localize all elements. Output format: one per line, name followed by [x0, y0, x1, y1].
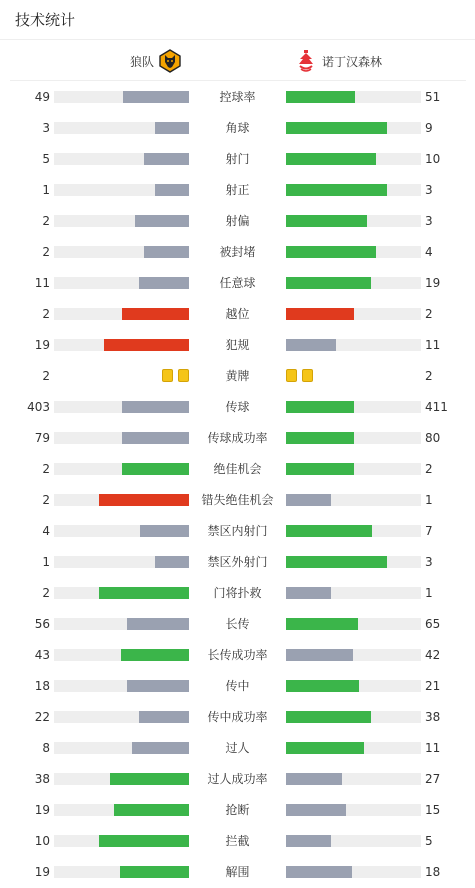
home-bar-track	[54, 91, 189, 103]
home-value: 5	[42, 152, 50, 166]
away-bar-track	[286, 525, 421, 537]
stat-row	[0, 639, 475, 670]
home-value: 2	[42, 586, 50, 600]
home-bar-track	[54, 835, 189, 847]
away-bar	[286, 804, 346, 816]
home-bar-track	[54, 339, 189, 351]
away-value: 1	[425, 586, 433, 600]
away-bar	[286, 184, 387, 196]
away-bar	[286, 680, 359, 692]
stat-row	[0, 267, 475, 298]
stat-name: 传中	[225, 679, 250, 693]
home-yellow-cards	[162, 369, 189, 383]
home-bar	[122, 432, 189, 444]
stat-name: 禁区内射门	[207, 524, 268, 538]
stat-name: 抢断	[225, 803, 250, 817]
home-bar	[127, 680, 189, 692]
away-value: 1	[425, 493, 433, 507]
home-bar	[122, 401, 189, 413]
home-bar-track	[54, 742, 189, 754]
stat-row	[0, 856, 475, 887]
home-value: 19	[34, 865, 50, 879]
away-value: 2	[425, 369, 433, 383]
away-bar	[286, 556, 387, 568]
away-bar	[286, 91, 355, 103]
home-bar	[139, 711, 189, 723]
stat-name: 拦截	[225, 834, 250, 848]
home-bar-track	[54, 711, 189, 723]
home-bar	[144, 153, 189, 165]
stat-name: 越位	[225, 307, 250, 321]
home-bar-track	[54, 525, 189, 537]
away-bar-track	[286, 649, 421, 661]
away-bar-track	[286, 680, 421, 692]
home-bar	[110, 773, 189, 785]
stat-row	[0, 298, 475, 329]
stats-list	[0, 81, 475, 887]
home-bar	[121, 649, 189, 661]
home-value: 19	[34, 338, 50, 352]
away-value: 3	[425, 183, 433, 197]
away-bar	[286, 339, 336, 351]
away-bar-track	[286, 401, 421, 413]
away-bar-track	[286, 556, 421, 568]
stat-row	[0, 391, 475, 422]
away-bar-track	[286, 91, 421, 103]
away-bar	[286, 246, 376, 258]
page-title: 技术统计	[15, 11, 76, 29]
home-bar	[122, 463, 190, 475]
away-value: 80	[425, 431, 441, 445]
away-bar-track	[286, 711, 421, 723]
stat-row	[0, 701, 475, 732]
away-bar	[286, 525, 372, 537]
home-bar	[120, 866, 189, 878]
away-value: 3	[425, 555, 433, 569]
away-value: 21	[425, 679, 441, 693]
away-value: 5	[425, 834, 433, 848]
yellow-card-icon	[178, 369, 189, 382]
away-bar	[286, 122, 387, 134]
away-bar-track	[286, 463, 421, 475]
home-bar	[122, 308, 190, 320]
stat-name: 过人	[225, 741, 250, 755]
home-bar	[139, 277, 189, 289]
home-bar	[99, 587, 189, 599]
home-value: 2	[42, 462, 50, 476]
away-bar	[286, 773, 342, 785]
home-bar-track	[54, 215, 189, 227]
away-value: 2	[425, 462, 433, 476]
home-bar-track	[54, 308, 189, 320]
stat-row	[0, 143, 475, 174]
home-value: 10	[34, 834, 50, 848]
away-bar	[286, 463, 354, 475]
away-bar-track	[286, 866, 421, 878]
stat-row	[0, 794, 475, 825]
stat-name: 过人成功率	[207, 772, 268, 786]
home-bar	[127, 618, 190, 630]
away-bar	[286, 587, 331, 599]
yellow-card-icon	[162, 369, 173, 382]
stat-name: 绝佳机会	[213, 462, 262, 476]
stat-name: 射门	[225, 152, 250, 166]
home-bar-track	[54, 184, 189, 196]
away-bar	[286, 401, 354, 413]
home-bar	[104, 339, 189, 351]
away-value: 27	[425, 772, 441, 786]
away-bar-track	[286, 494, 421, 506]
home-value: 56	[34, 617, 50, 631]
stat-row	[0, 732, 475, 763]
stat-name: 控球率	[219, 90, 256, 104]
home-bar-track	[54, 153, 189, 165]
away-bar-track	[286, 277, 421, 289]
tree-crest-icon	[294, 49, 318, 73]
away-yellow-cards	[286, 369, 313, 383]
stat-row	[0, 763, 475, 794]
away-bar-track	[286, 835, 421, 847]
away-bar-track	[286, 742, 421, 754]
home-bar	[155, 556, 189, 568]
away-bar	[286, 835, 331, 847]
stat-row	[0, 608, 475, 639]
stat-row	[0, 329, 475, 360]
stat-name: 被封堵	[219, 245, 256, 259]
stat-name: 射偏	[225, 214, 250, 228]
home-value: 4	[42, 524, 50, 538]
home-value: 1	[42, 555, 50, 569]
home-value: 2	[42, 245, 50, 259]
home-bar-track	[54, 401, 189, 413]
home-value: 8	[42, 741, 50, 755]
home-bar-track	[54, 618, 189, 630]
stat-row	[0, 515, 475, 546]
stat-name: 犯规	[225, 338, 250, 352]
stat-row	[0, 670, 475, 701]
stat-row	[0, 422, 475, 453]
stat-row	[0, 453, 475, 484]
away-team[interactable]	[294, 49, 382, 73]
stat-name: 射正	[225, 183, 250, 197]
home-value: 79	[34, 431, 50, 445]
away-bar-track	[286, 246, 421, 258]
away-value: 7	[425, 524, 433, 538]
away-bar	[286, 866, 352, 878]
home-value: 3	[42, 121, 50, 135]
stat-row	[0, 112, 475, 143]
home-value: 2	[42, 493, 50, 507]
stat-name: 黄牌	[225, 369, 250, 383]
home-bar-track	[54, 649, 189, 661]
home-bar-track	[54, 494, 189, 506]
home-bar-track	[54, 680, 189, 692]
home-bar	[99, 835, 189, 847]
away-team-name: 诺丁汉森林	[322, 54, 383, 69]
home-value: 2	[42, 369, 50, 383]
stat-row	[0, 81, 475, 112]
away-bar	[286, 215, 367, 227]
home-bar-track	[54, 122, 189, 134]
stat-row	[0, 825, 475, 856]
home-bar	[135, 215, 189, 227]
home-value: 18	[34, 679, 50, 693]
away-bar	[286, 711, 371, 723]
away-value: 4	[425, 245, 433, 259]
home-bar-track	[54, 463, 189, 475]
home-bar	[114, 804, 189, 816]
home-team-name: 狼队	[129, 54, 154, 69]
away-bar-track	[286, 587, 421, 599]
away-bar-track	[286, 308, 421, 320]
home-value: 38	[34, 772, 50, 786]
home-value: 11	[34, 276, 50, 290]
away-bar-track	[286, 618, 421, 630]
away-value: 42	[425, 648, 441, 662]
home-bar	[99, 494, 189, 506]
home-value: 403	[27, 400, 50, 414]
away-bar	[286, 742, 364, 754]
stat-name: 长传	[225, 617, 250, 631]
stat-row	[0, 174, 475, 205]
home-bar-track	[54, 277, 189, 289]
away-value: 11	[425, 741, 441, 755]
stat-name: 禁区外射门	[207, 555, 268, 569]
home-bar-track	[54, 587, 189, 599]
yellow-card-icon	[286, 369, 297, 382]
stat-row	[0, 546, 475, 577]
home-bar-track	[54, 866, 189, 878]
away-bar-track	[286, 773, 421, 785]
away-bar	[286, 277, 371, 289]
stat-name: 传中成功率	[207, 710, 268, 724]
away-bar-track	[286, 122, 421, 134]
away-value: 10	[425, 152, 441, 166]
stat-row	[0, 236, 475, 267]
stat-row	[0, 360, 475, 391]
home-bar-track	[54, 773, 189, 785]
stat-row	[0, 577, 475, 608]
home-value: 43	[34, 648, 50, 662]
away-bar-track	[286, 432, 421, 444]
home-bar-track	[54, 804, 189, 816]
home-value: 2	[42, 214, 50, 228]
away-value: 65	[425, 617, 441, 631]
away-value: 38	[425, 710, 441, 724]
home-team[interactable]	[130, 49, 182, 73]
stat-row	[0, 484, 475, 515]
home-value: 22	[34, 710, 50, 724]
away-value: 9	[425, 121, 433, 135]
away-bar-track	[286, 804, 421, 816]
stat-name: 传球	[225, 400, 250, 414]
away-value: 3	[425, 214, 433, 228]
stat-row	[0, 205, 475, 236]
home-bar-track	[54, 556, 189, 568]
away-bar	[286, 432, 354, 444]
home-bar	[132, 742, 189, 754]
away-bar-track	[286, 184, 421, 196]
away-value: 18	[425, 865, 441, 879]
away-bar	[286, 649, 353, 661]
away-bar-track	[286, 215, 421, 227]
home-bar	[155, 184, 189, 196]
stat-name: 传球成功率	[207, 431, 268, 445]
yellow-card-icon	[302, 369, 313, 382]
away-value: 2	[425, 307, 433, 321]
stat-name: 解围	[225, 865, 250, 879]
away-value: 11	[425, 338, 441, 352]
stat-name: 角球	[225, 121, 250, 135]
home-value: 1	[42, 183, 50, 197]
header-bar	[0, 0, 475, 40]
away-value: 51	[425, 90, 441, 104]
stat-name: 长传成功率	[207, 648, 268, 662]
teams-header	[10, 41, 466, 81]
away-value: 15	[425, 803, 441, 817]
home-bar	[144, 246, 189, 258]
home-bar	[140, 525, 189, 537]
home-value: 19	[34, 803, 50, 817]
away-bar	[286, 308, 354, 320]
away-bar-track	[286, 339, 421, 351]
away-value: 19	[425, 276, 441, 290]
away-bar	[286, 618, 358, 630]
home-bar-track	[54, 246, 189, 258]
away-bar	[286, 494, 331, 506]
stat-name: 任意球	[219, 276, 256, 290]
home-bar	[123, 91, 189, 103]
away-bar-track	[286, 153, 421, 165]
away-value: 411	[425, 400, 448, 414]
away-bar	[286, 153, 376, 165]
home-bar-track	[54, 432, 189, 444]
home-bar	[155, 122, 189, 134]
home-value: 49	[34, 90, 50, 104]
wolf-crest-icon	[158, 49, 182, 73]
stat-name: 门将扑救	[213, 586, 262, 600]
home-value: 2	[42, 307, 50, 321]
stat-name: 错失绝佳机会	[201, 493, 274, 507]
